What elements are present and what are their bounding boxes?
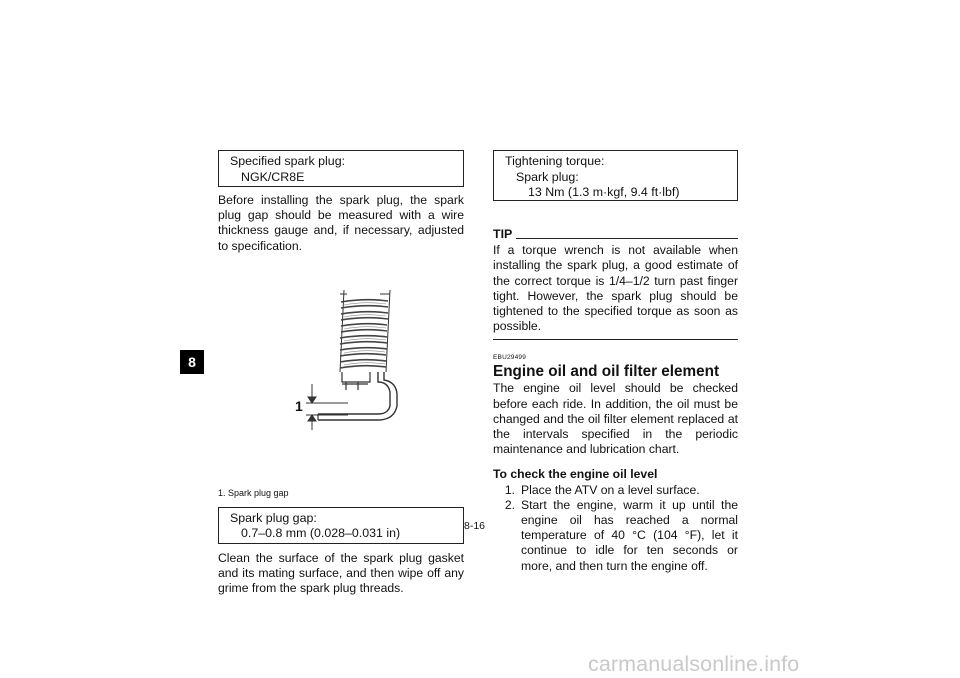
spec-box-value: NGK/CR8E [241, 169, 305, 184]
section-code: EBU29499 [493, 354, 527, 362]
left-column [218, 150, 464, 596]
step-text: Place the ATV on a level surface. [521, 482, 700, 497]
tip-text: If a torque wrench is not available when installing the spark plug, a good estimate of the correct torque is 1/4–1/2 turn past finger tight. However, the spark plug should be tightened to the specified torque as soon as possible. [493, 243, 738, 334]
spec-box-label: Specified spark plug: [230, 154, 346, 168]
step-item [493, 483, 738, 498]
step-item [493, 498, 738, 574]
torque-box-label: Tightening torque: [505, 154, 605, 168]
tip-end-rule [493, 339, 738, 340]
torque-box-value: 13 Nm (1.3 m·kgf, 9.4 ft·lbf) [528, 185, 680, 199]
spark-plug-spec-box [218, 150, 464, 187]
gap-box-value: 0.7–0.8 mm (0.028–0.031 in) [241, 526, 401, 541]
gap-measure-paragraph: Before installing the spark plug, the spark plug gap should be measured with a wire thickness gauge and, if necessary, adjusted to specification. [218, 193, 464, 253]
gap-callout-number: 1 [295, 397, 303, 414]
tightening-torque-box [493, 150, 738, 201]
page-number: 8-16 [464, 520, 486, 532]
chapter-tab [180, 350, 204, 374]
step-text: Start the engine, warm it up until the engine oil has reached a normal temperature of 40 °C (104 °F), let it continue to idle for ten seconds or more, and then turn the engine off. [521, 497, 738, 573]
check-oil-heading: To check the engine oil level [493, 467, 658, 482]
section-title: Engine oil and oil filter element [493, 363, 720, 381]
chapter-tab-number: 8 [188, 354, 196, 370]
clean-surface-paragraph: Clean the surface of the spark plug gasket and its mating surface, and then wipe off any grime from the spark plug threads. [218, 550, 464, 596]
step-number: 1. [504, 482, 515, 497]
figure-caption: 1. Spark plug gap [218, 487, 289, 498]
tip-rule [516, 238, 738, 239]
watermark-text: carmanualsonline.info [588, 652, 800, 676]
torque-box-sublabel: Spark plug: [516, 169, 579, 184]
spark-plug-figure [218, 254, 464, 430]
tip-header [493, 227, 738, 242]
gap-box-label: Spark plug gap: [230, 510, 317, 525]
oil-intro-paragraph: The engine oil level should be checked before each ride. In addition, the oil must be changed and the oil filter element replaced at the intervals specified in the periodic maintenance and lubrication chart. [493, 381, 738, 457]
spark-plug-illustration [218, 254, 464, 430]
step-number: 2. [504, 497, 515, 512]
spark-plug-gap-box [218, 507, 464, 544]
check-oil-steps [493, 483, 738, 574]
right-column [493, 150, 738, 574]
tip-title: TIP [493, 227, 513, 241]
